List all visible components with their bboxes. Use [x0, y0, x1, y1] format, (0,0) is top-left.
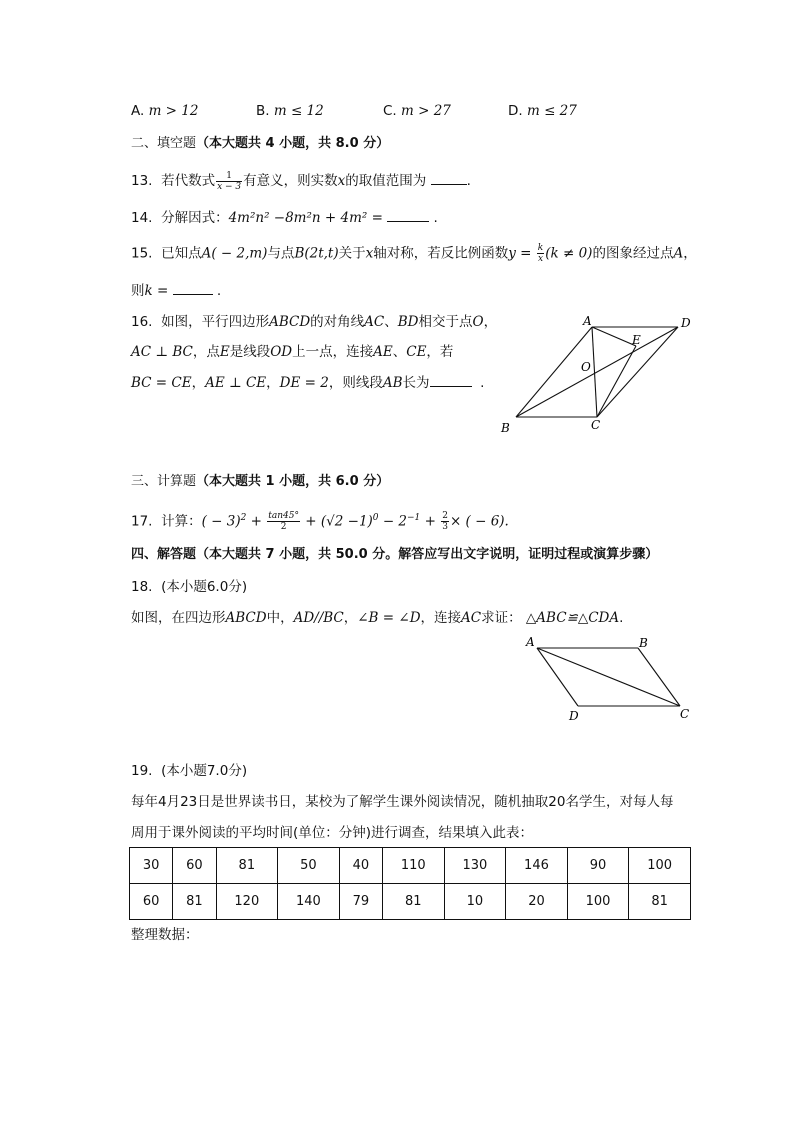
fraction: $\frac{k}{x}$ [537, 243, 544, 264]
table-cell: 110 [382, 848, 444, 884]
question-19-text-2: 周用于课外阅读的平均时间(单位：分钟)进行调查，结果填入此表： [131, 825, 534, 841]
label-b: B [639, 636, 648, 650]
table-cell: 79 [339, 884, 382, 920]
table-cell: 140 [278, 884, 340, 920]
table-cell: 90 [567, 848, 629, 884]
question-15-line2: 则k = . [131, 280, 221, 301]
section-3-heading: 三、计算题（本大题共 1 小题，共 6.0 分） [131, 474, 390, 489]
table-row [130, 848, 691, 884]
question-19-text-1: 每年4月23日是世界读书日，某校为了解学生课外阅读情况，随机抽取20名学生，对每人每 [131, 794, 674, 810]
question-14: 14. 分解因式：4m²n² −8m²n + 4m² = . [131, 207, 438, 228]
label-a: A [526, 635, 535, 649]
choice-a: A. m > 12 [131, 103, 199, 119]
label-c: C [680, 707, 690, 721]
table-cell: 50 [278, 848, 340, 884]
label-o: O [581, 360, 591, 374]
question-19-after: 整理数据： [131, 927, 199, 943]
table-cell: 30 [130, 848, 173, 884]
question-13: 13. 若代数式 $\frac{1}{x - 3}$ 有意义，则实数x的取值范围为 . [131, 170, 471, 192]
question-15: 15. 已知点A( − 2,m)与点B(2t,t)关于x轴对称，若反比例函数y = $\frac{k}{x}$ (k ≠ 0)的图象经过点A， [131, 243, 697, 264]
table-cell: 130 [444, 848, 506, 884]
label-c: C [591, 418, 601, 432]
table-cell: 81 [173, 884, 216, 920]
section-2-heading: 二、填空题（本大题共 4 小题，共 8.0 分） [131, 136, 390, 151]
table-cell: 146 [506, 848, 568, 884]
choice-c: C. m > 27 [383, 103, 451, 119]
table-row [130, 884, 691, 920]
table-cell: 40 [339, 848, 382, 884]
question-18-header: 18. (本小题6.0分) [131, 579, 248, 595]
question-17: 17. 计算：( − 3)$^2$ + $\frac{\tan 45^\circ}{2}$ + $(√2 -1)^0 - 2^{-1}$ + $\frac{2}{3}$ × ( − 6). [131, 511, 509, 532]
question-16: 16. 如图，平行四边形ABCD的对角线AC、BD相交于点O， [131, 314, 498, 330]
section-4-heading: 四、解答题（本大题共 7 小题，共 50.0 分。解答应写出文字说明，证明过程或演算步骤） [131, 547, 659, 562]
choice-d: D. m ≤ 27 [508, 103, 577, 119]
table-cell: 100 [629, 848, 691, 884]
question-16-line3: BC = CE，AE ⊥ CE，DE = 2，则线段AB长为 . [131, 372, 484, 393]
table-cell: 60 [130, 884, 173, 920]
label-b: B [501, 421, 510, 435]
label-e: E [632, 333, 641, 347]
table-cell: 100 [567, 884, 629, 920]
choice-b: B. m ≤ 12 [256, 103, 324, 119]
table-cell: 81 [382, 884, 444, 920]
fraction: $\frac{1}{x - 3}$ [217, 170, 242, 192]
table-cell: 81 [216, 848, 278, 884]
fraction: $\frac{\tan 45^\circ}{2}$ [268, 511, 299, 532]
table-cell: 60 [173, 848, 216, 884]
question-19-header: 19. (本小题7.0分) [131, 763, 248, 779]
reading-time-table [129, 847, 691, 920]
question-16-line2: AC ⊥ BC，点E是线段OD上一点，连接AE、CE，若 [131, 344, 454, 360]
table-cell: 120 [216, 884, 278, 920]
label-a: A [583, 314, 592, 328]
table-cell: 81 [629, 884, 691, 920]
label-d: D [569, 709, 579, 723]
fraction: $\frac{2}{3}$ [442, 511, 448, 532]
question-18: 如图，在四边形ABCD中，AD//BC，∠B = ∠D，连接AC求证： △ABC≌△CDA. [131, 610, 624, 626]
label-d: D [681, 316, 691, 330]
table-cell: 10 [444, 884, 506, 920]
table-cell: 20 [506, 884, 568, 920]
